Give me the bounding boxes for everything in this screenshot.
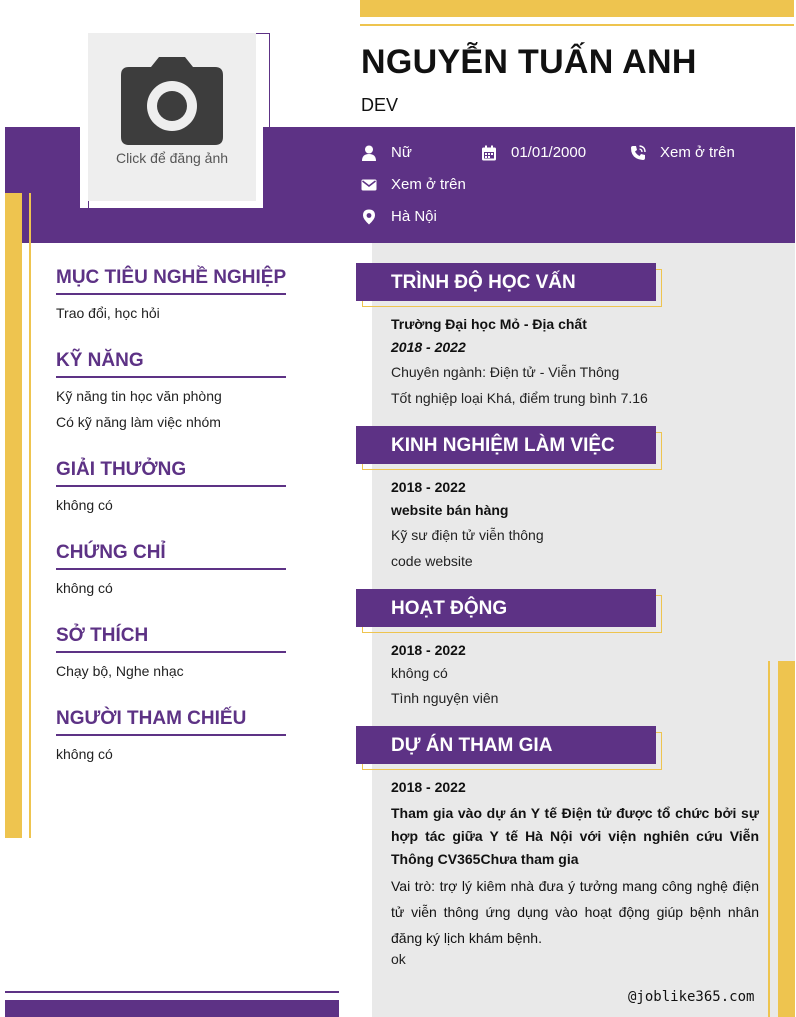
projects-note[interactable]: ok xyxy=(391,951,406,967)
avatar-upload[interactable] xyxy=(88,33,256,201)
education-heading: TRÌNH ĐỘ HỌC VẤN xyxy=(391,272,576,293)
education-major[interactable]: Chuyên ngành: Điện tử - Viễn Thông xyxy=(391,364,620,380)
experience-period[interactable]: 2018 - 2022 xyxy=(391,479,466,495)
experience-description[interactable]: code website xyxy=(391,553,473,569)
activities-heading: HOẠT ĐỘNG xyxy=(391,598,508,619)
candidate-name[interactable]: NGUYỄN TUẤN ANH xyxy=(361,43,697,81)
activities-period[interactable]: 2018 - 2022 xyxy=(391,642,466,658)
certificates-heading: CHỨNG CHỈ xyxy=(56,542,166,563)
hobbies-text[interactable]: Chạy bộ, Nghe nhạc xyxy=(56,663,184,679)
activities-organization[interactable]: không có xyxy=(391,665,448,681)
education-school[interactable]: Trường Đại học Mỏ - Địa chất xyxy=(391,316,587,332)
awards-text[interactable]: không có xyxy=(56,497,113,513)
hobbies-divider xyxy=(56,651,286,653)
top-accent-bar xyxy=(360,0,794,17)
objective-divider xyxy=(56,293,286,295)
left-accent-line xyxy=(29,193,31,838)
phone-value: Xem ở trên xyxy=(660,144,735,161)
right-accent-line xyxy=(768,661,770,1017)
awards-divider xyxy=(56,485,286,487)
birthday-value: 01/01/2000 xyxy=(511,144,587,161)
job-title[interactable]: DEV xyxy=(361,95,399,115)
projects-name[interactable]: Tham gia vào dự án Y tế Điện tử được tổ chức bởi sự hợp tác giữa Y tế Hà Nội với viện nghiên cứu Viễn Thông CV365Chưa tham gia xyxy=(391,805,759,867)
address-value: Hà Nội xyxy=(391,208,437,225)
objective-text[interactable]: Trao đổi, học hỏi xyxy=(56,305,160,321)
contact-gender[interactable] xyxy=(361,144,412,161)
skills-divider xyxy=(56,376,286,378)
projects-period[interactable]: 2018 - 2022 xyxy=(391,779,466,795)
projects-heading: DỰ ÁN THAM GIA xyxy=(391,735,553,756)
envelope-icon xyxy=(361,177,377,193)
location-pin-icon xyxy=(361,209,377,225)
awards-heading: GIẢI THƯỞNG xyxy=(56,459,187,480)
skill-item[interactable]: Kỹ năng tin học văn phòng xyxy=(56,388,222,404)
camera-icon xyxy=(121,57,223,145)
top-accent-line xyxy=(360,24,794,26)
bottom-accent-bar xyxy=(5,1000,339,1017)
skills-heading: KỸ NĂNG xyxy=(56,350,144,371)
calendar-icon xyxy=(481,145,497,161)
contact-address[interactable] xyxy=(361,208,437,225)
certificates-text[interactable]: không có xyxy=(56,580,113,596)
experience-position[interactable]: Kỹ sư điện tử viễn thông xyxy=(391,527,544,543)
references-divider xyxy=(56,734,286,736)
contact-phone[interactable] xyxy=(630,144,735,161)
phone-icon xyxy=(630,145,646,161)
references-heading: NGƯỜI THAM CHIẾU xyxy=(56,708,247,729)
certificates-divider xyxy=(56,568,286,570)
footer-watermark: @joblike365.com xyxy=(628,989,755,1005)
activities-role[interactable]: Tình nguyện viên xyxy=(391,690,499,706)
objective-heading: MỤC TIÊU NGHỀ NGHIỆP xyxy=(56,267,287,288)
projects-role[interactable]: Vai trò: trợ lý kiêm nhà đưa ý tưởng mang công nghệ điện tử viễn thông ứng dụng vào hoạt động giúp bệnh nhân đăng ký lịch khám bệnh. xyxy=(391,878,759,946)
education-result[interactable]: Tốt nghiệp loại Khá, điểm trung bình 7.16 xyxy=(391,390,648,406)
contact-email[interactable] xyxy=(361,176,466,193)
photo-caption: Click để đăng ảnh xyxy=(115,150,229,166)
experience-heading: KINH NGHIỆM LÀM VIỆC xyxy=(391,435,615,456)
user-icon xyxy=(361,145,377,161)
bottom-accent-line xyxy=(5,991,339,993)
skill-item[interactable]: Có kỹ năng làm việc nhóm xyxy=(56,414,221,430)
education-period[interactable]: 2018 - 2022 xyxy=(391,339,466,355)
gender-value: Nữ xyxy=(391,144,412,161)
right-accent-bar xyxy=(778,661,795,1017)
hobbies-heading: SỞ THÍCH xyxy=(56,625,149,646)
left-accent-bar xyxy=(5,193,22,838)
email-value: Xem ở trên xyxy=(391,176,466,193)
experience-company[interactable]: website bán hàng xyxy=(391,502,509,518)
contact-birthday[interactable] xyxy=(481,144,586,161)
references-text[interactable]: không có xyxy=(56,746,113,762)
